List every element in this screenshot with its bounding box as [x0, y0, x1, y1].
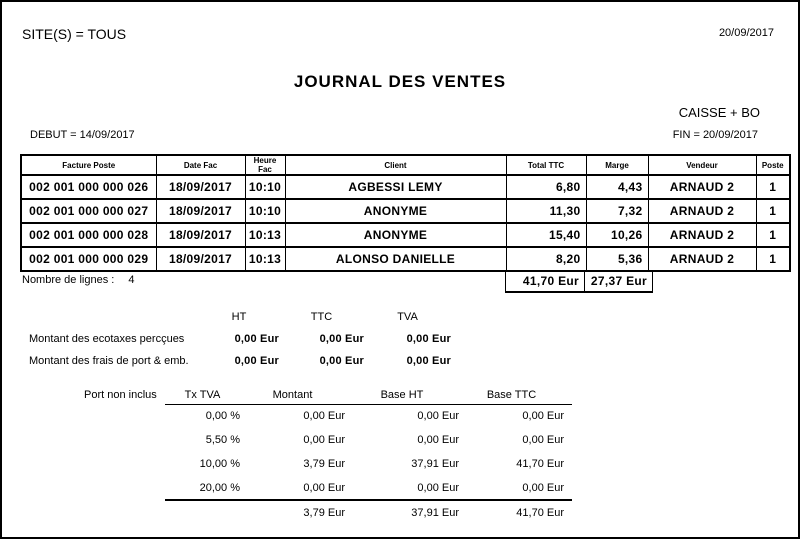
vat-total-montant: 3,79 Eur	[240, 500, 345, 524]
cell-total-ttc: 6,80	[506, 175, 586, 199]
table-row	[21, 223, 790, 247]
vat-rate: 10,00 %	[199, 458, 240, 470]
cell-client: ALONSO DANIELLE	[285, 247, 506, 271]
cell-date: 18/09/2017	[156, 199, 245, 223]
cell-heure: 10:13	[245, 223, 285, 247]
marge-sum: 27,37 Eur	[585, 270, 653, 293]
ecotax-tva: 0,00 Eur	[406, 333, 451, 345]
vat-base-ttc: 0,00 Eur	[522, 481, 564, 494]
cell-facture: 002 001 000 000 027	[21, 199, 156, 223]
col-header-poste: Poste	[756, 155, 790, 175]
cell-marge: 7,32	[586, 199, 648, 223]
vat-col-header-base-ttc: Base TTC	[459, 386, 572, 404]
register-scope: CAISSE + BO	[678, 105, 760, 120]
vat-total-base-ttc: 41,70 Eur	[459, 500, 572, 524]
cell-heure: 10:13	[245, 247, 285, 271]
vat-montant: 0,00 Eur	[303, 481, 345, 494]
ecotax-ttc: 0,00 Eur	[319, 333, 364, 345]
cell-date: 18/09/2017	[156, 175, 245, 199]
tva-column-header: TVA	[397, 311, 418, 323]
cell-vendeur: ARNAUD 2	[648, 175, 756, 199]
cell-poste: 1	[756, 175, 790, 199]
shipping-ht: 0,00 Eur	[234, 355, 279, 367]
col-header-facture-poste: Facture Poste	[21, 155, 156, 175]
cell-vendeur: ARNAUD 2	[648, 223, 756, 247]
vat-base-ht: 0,00 Eur	[417, 434, 459, 446]
print-date: 20/09/2017	[718, 27, 774, 39]
table-row	[21, 175, 790, 199]
col-header-date-fac: Date Fac	[156, 155, 245, 175]
vat-row	[165, 428, 572, 452]
line-count	[22, 274, 134, 286]
vat-montant: 3,79 Eur	[303, 458, 345, 470]
vat-col-header-rate: Tx TVA	[165, 386, 240, 404]
col-header-heure-fac: Heure Fac	[245, 155, 285, 175]
vat-rate: 5,50 %	[205, 434, 240, 446]
period-end-label: FIN = 20/09/2017	[672, 129, 758, 141]
vat-base-ht: 37,91 Eur	[411, 458, 459, 470]
cell-vendeur: ARNAUD 2	[648, 199, 756, 223]
col-header-vendeur: Vendeur	[648, 155, 756, 175]
ht-column-header: HT	[231, 311, 247, 323]
shipping-row-label: Montant des frais de port & emb.	[29, 355, 189, 367]
amounts-block	[29, 306, 451, 372]
vat-montant: 0,00 Eur	[303, 410, 345, 423]
vat-total-row	[165, 500, 572, 524]
total-ttc-sum: 41,70 Eur	[505, 270, 585, 293]
table-row	[21, 247, 790, 271]
ecotax-row-label: Montant des ecotaxes percçues	[29, 333, 185, 345]
vat-col-header-montant: Montant	[240, 386, 345, 404]
vat-total-base-ht: 37,91 Eur	[345, 500, 459, 524]
table-header-row	[21, 155, 790, 175]
report-title: JOURNAL DES VENTES	[293, 72, 507, 91]
col-header-total-ttc: Total TTC	[506, 155, 586, 175]
cell-vendeur: ARNAUD 2	[648, 247, 756, 271]
vat-rate: 0,00 %	[205, 410, 240, 423]
cell-total-ttc: 11,30	[506, 199, 586, 223]
cell-facture: 002 001 000 000 029	[21, 247, 156, 271]
cell-heure: 10:10	[245, 175, 285, 199]
cell-client: AGBESSI LEMY	[285, 175, 506, 199]
cell-facture: 002 001 000 000 026	[21, 175, 156, 199]
line-count-value: 4	[128, 274, 135, 286]
cell-marge: 4,43	[586, 175, 648, 199]
period-start-label: DEBUT = 14/09/2017	[30, 129, 135, 141]
vat-breakdown-table	[165, 386, 572, 524]
table-row	[21, 199, 790, 223]
cell-date: 18/09/2017	[156, 247, 245, 271]
cell-facture: 002 001 000 000 028	[21, 223, 156, 247]
cell-heure: 10:10	[245, 199, 285, 223]
cell-total-ttc: 8,20	[506, 247, 586, 271]
col-header-marge: Marge	[586, 155, 648, 175]
ttc-column-header: TTC	[310, 311, 333, 323]
cell-poste: 1	[756, 247, 790, 271]
vat-row	[165, 404, 572, 428]
site-filter-label: SITE(S) = TOUS	[22, 26, 127, 42]
cell-poste: 1	[756, 199, 790, 223]
col-header-client: Client	[285, 155, 506, 175]
cell-client: ANONYME	[285, 199, 506, 223]
cell-marge: 10,26	[586, 223, 648, 247]
cell-total-ttc: 15,40	[506, 223, 586, 247]
vat-rate: 20,00 %	[199, 481, 240, 494]
ecotax-ht: 0,00 Eur	[234, 333, 279, 345]
vat-row	[165, 476, 572, 500]
vat-header-row	[165, 386, 572, 404]
port-non-inclus-label: Port non inclus	[84, 389, 157, 401]
vat-base-ttc: 0,00 Eur	[522, 434, 564, 446]
vat-base-ht: 0,00 Eur	[417, 481, 459, 494]
cell-client: ANONYME	[285, 223, 506, 247]
vat-col-header-base-ht: Base HT	[345, 386, 459, 404]
vat-row	[165, 452, 572, 476]
vat-total-empty	[165, 500, 240, 524]
vat-base-ttc: 0,00 Eur	[522, 410, 564, 423]
cell-poste: 1	[756, 223, 790, 247]
cell-marge: 5,36	[586, 247, 648, 271]
table-totals	[505, 270, 653, 293]
shipping-ttc: 0,00 Eur	[319, 355, 364, 367]
cell-date: 18/09/2017	[156, 223, 245, 247]
sales-journal-table	[20, 154, 791, 272]
vat-base-ttc: 41,70 Eur	[516, 458, 564, 470]
line-count-label: Nombre de lignes :	[22, 274, 115, 286]
vat-montant: 0,00 Eur	[303, 434, 345, 446]
vat-base-ht: 0,00 Eur	[417, 410, 459, 423]
shipping-tva: 0,00 Eur	[406, 355, 451, 367]
